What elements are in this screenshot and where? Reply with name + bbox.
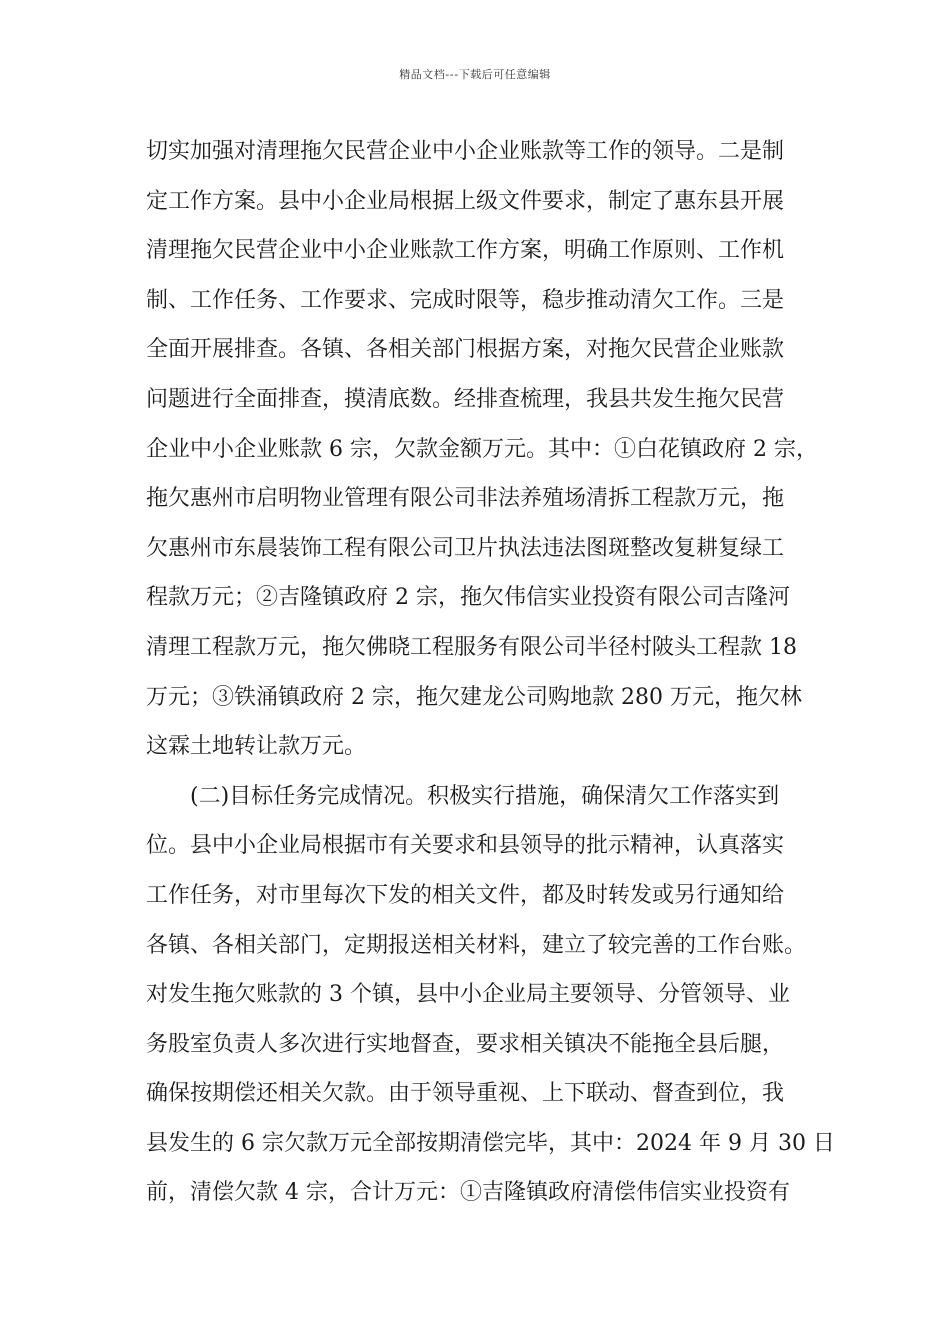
text-line: 前，清偿欠款 4 宗，合计万元：①吉隆镇政府清偿伟信实业投资有 — [146, 1180, 790, 1206]
text-line: 务股室负责人多次进行实地督查，要求相关镇决不能拖全县后腿， — [146, 1031, 785, 1057]
text-line: 制、工作任务、工作要求、完成时限等，稳步推动清欠工作。三是 — [146, 287, 785, 313]
text-line: 万元；③铁涌镇政府 2 宗，拖欠建龙公司购地款 280 万元，拖欠林 — [146, 684, 802, 710]
text-line: 清理工程款万元，拖欠佛晓工程服务有限公司半径村陂头工程款 18 — [146, 634, 797, 660]
paragraph — [146, 779, 835, 1225]
text-line: 程款万元；②吉隆镇政府 2 宗，拖欠伟信实业投资有限公司吉隆河 — [146, 585, 790, 611]
text-line: 工作任务，对市里每次下发的相关文件，都及时转发或另行通知给 — [146, 882, 785, 908]
text-line: 确保按期偿还相关欠款。由于领导重视、上下联动、督查到位，我 — [146, 1081, 785, 1107]
text-line: 县发生的 6 宗欠款万元全部按期清偿完毕，其中：2024 年 9 月 30 日 — [146, 1130, 835, 1156]
text-line: 位。县中小企业局根据市有关要求和县领导的批示精神，认真落实 — [146, 833, 785, 859]
text-line: 企业中小企业账款 6 宗，欠款金额万元。其中：①白花镇政府 2 宗， — [146, 436, 818, 462]
text-line: 欠惠州市东晨装饰工程有限公司卫片执法违法图斑整改复耕复绿工 — [146, 535, 785, 561]
text-line: 拖欠惠州市启明物业管理有限公司非法养殖场清拆工程款万元，拖 — [146, 486, 785, 512]
text-line: 全面开展排查。各镇、各相关部门根据方案，对拖欠民营企业账款 — [146, 337, 785, 363]
text-line: 清理拖欠民营企业中小企业账款工作方案，明确工作原则、工作机 — [146, 238, 785, 264]
text-line: 各镇、各相关部门，定期报送相关材料，建立了较完善的工作台账。 — [146, 932, 807, 958]
text-line: (二)目标任务完成情况。积极实行措施，确保清欠工作落实到 — [190, 783, 780, 809]
text-line: 这霖土地转让款万元。 — [146, 734, 367, 760]
text-line: 定工作方案。县中小企业局根据上级文件要求，制定了惠东县开展 — [146, 188, 785, 214]
text-line: 切实加强对清理拖欠民营企业中小企业账款等工作的领导。二是制 — [146, 139, 785, 164]
text-line: 对发生拖欠账款的 3 个镇，县中小企业局主要领导、分管领导、业 — [146, 982, 790, 1008]
text-line: 问题进行全面排查，摸清底数。经排查梳理，我县共发生拖欠民营 — [146, 386, 785, 412]
paragraph — [146, 134, 818, 779]
page-header: 精品文档---下载后可任意编辑 — [399, 68, 551, 81]
document-body — [146, 134, 835, 1225]
